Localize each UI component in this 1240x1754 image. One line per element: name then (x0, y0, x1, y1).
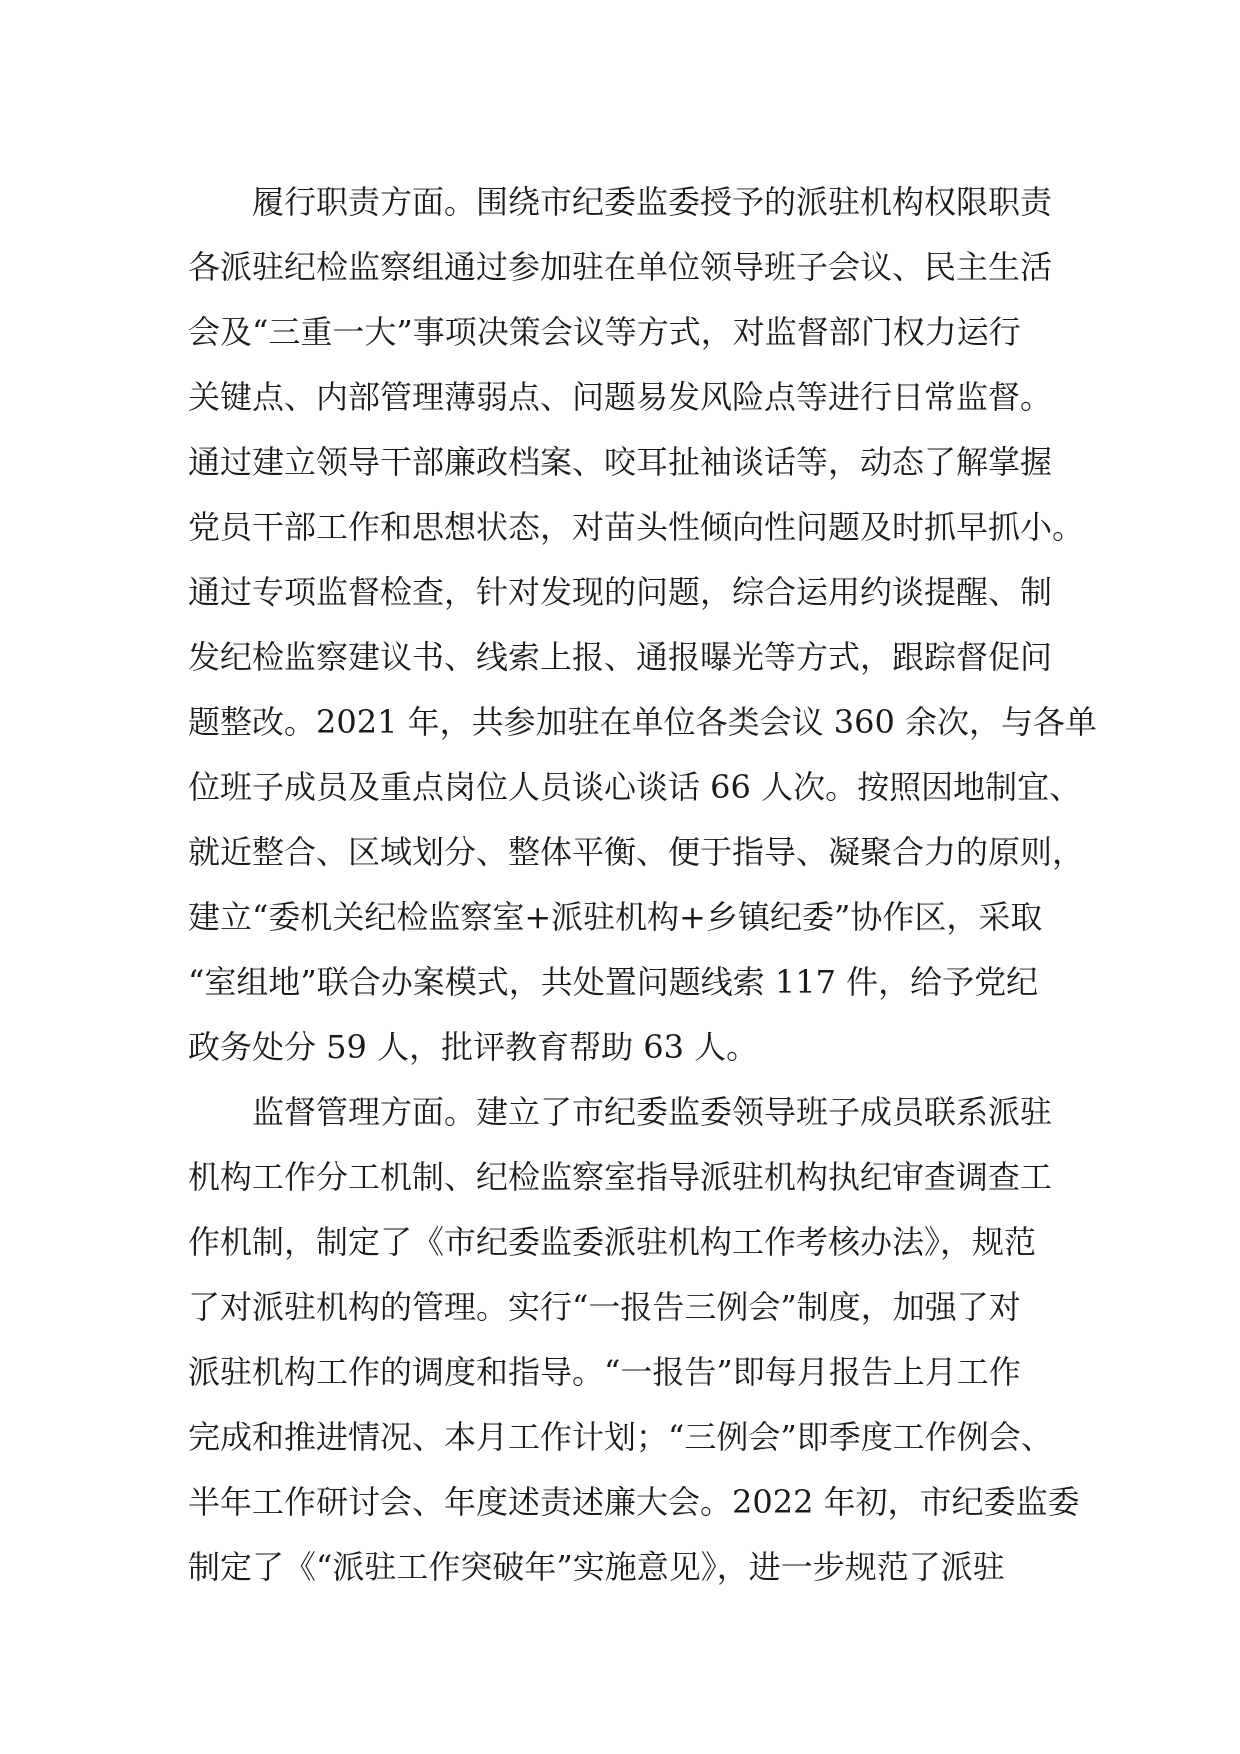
text-line: 通过专项监督检查，针对发现的问题，综合运用约谈提醒、制 (188, 573, 1053, 611)
text-line: “室组地”联合办案模式，共处置问题线索 117 件，给予党纪 (188, 963, 1039, 1001)
text-line: 制定了《“派驻工作突破年”实施意见》，进一步规范了派驻 (188, 1548, 1005, 1586)
text-line: 通过建立领导干部廉政档案、咬耳扯袖谈话等，动态了解掌握 (188, 443, 1053, 481)
text-line: 位班子成员及重点岗位人员谈心谈话 66 人次。按照因地制宜、 (188, 768, 1082, 806)
text-line: 党员干部工作和思想状态，对苗头性倾向性问题及时抓早抓小。 (188, 508, 1085, 546)
text-line: 发纪检监察建议书、线索上报、通报曝光等方式，跟踪督促问 (188, 638, 1053, 676)
text-line: 会及“三重一大”事项决策会议等方式，对监督部门权力运行 (188, 313, 1021, 351)
text-line: 建立“委机关纪检监察室+派驻机构+乡镇纪委”协作区，采取 (188, 898, 1043, 936)
text-line: 派驻机构工作的调度和指导。“一报告”即每月报告上月工作 (188, 1353, 1021, 1391)
text-line: 了对派驻机构的管理。实行“一报告三例会”制度，加强了对 (188, 1288, 1021, 1326)
paragraph-supervision-management (188, 1080, 1088, 1600)
text-line: 半年工作研讨会、年度述责述廉大会。2022 年初，市纪委监委 (188, 1483, 1080, 1521)
text-line: 机构工作分工机制、纪检监察室指导派驻机构执纪审查调查工 (188, 1158, 1053, 1196)
text-line: 作机制，制定了《市纪委监委派驻机构工作考核办法》，规范 (188, 1223, 1037, 1261)
text-line: 政务处分 59 人，批评教育帮助 63 人。 (188, 1028, 759, 1066)
text-line: 关键点、内部管理薄弱点、问题易发风险点等进行日常监督。 (188, 378, 1053, 416)
text-line: 履行职责方面。围绕市纪委监委授予的派驻机构权限职责 (252, 183, 1053, 221)
text-line: 各派驻纪检监察组通过参加驻在单位领导班子会议、民主生活 (188, 248, 1053, 286)
text-line: 监督管理方面。建立了市纪委监委领导班子成员联系派驻 (252, 1093, 1053, 1131)
paragraph-duty-performance (188, 170, 1098, 1080)
body-text (188, 170, 1098, 1600)
text-line: 就近整合、区域划分、整体平衡、便于指导、凝聚合力的原则， (188, 833, 1085, 871)
text-line: 完成和推进情况、本月工作计划；“三例会”即季度工作例会、 (188, 1418, 1053, 1456)
text-line: 题整改。2021 年，共参加驻在单位各类会议 360 余次，与各单 (188, 703, 1098, 741)
